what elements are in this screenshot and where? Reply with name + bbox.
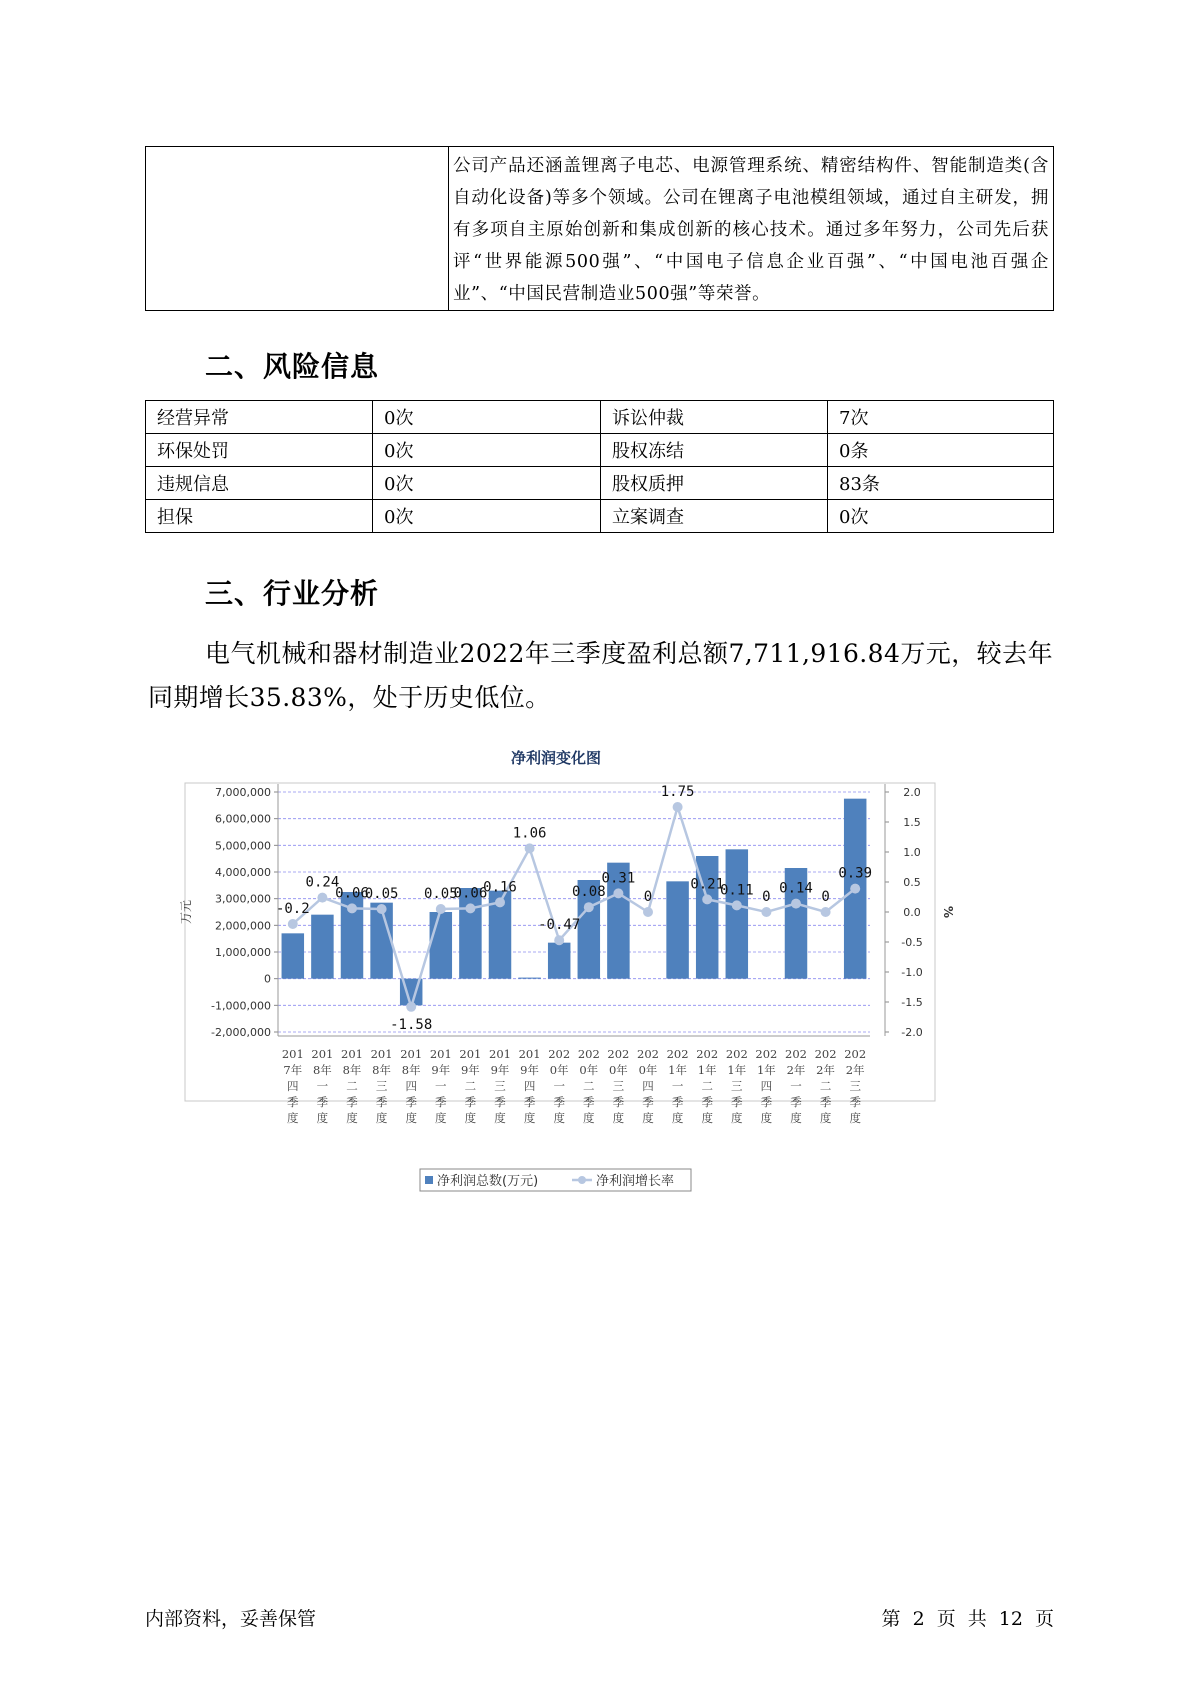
intro-table <box>145 146 1054 311</box>
growth-point <box>613 888 623 898</box>
risk-value: 0次 <box>373 467 601 500</box>
y2-tick-label: -2.0 <box>901 1026 923 1039</box>
risk-value: 0次 <box>373 401 601 434</box>
x-tick-label: 202 2年二季度 <box>814 1047 837 1125</box>
x-tick-label: 201 8年二季度 <box>341 1047 363 1125</box>
risk-label: 股权冻结 <box>601 434 828 467</box>
bar <box>459 888 481 979</box>
x-tick-label: 201 9年二季度 <box>459 1047 482 1125</box>
growth-point <box>465 903 475 913</box>
table-row <box>146 467 1054 500</box>
intro-description: 公司产品还涵盖锂离子电芯、电源管理系统、精密结构件、智能制造类(含自动化设备)等多个领域。公司在锂离子电池模组领域，通过自主研发，拥有多项自主原始创新和集成创新的核心技术。通过多年努力，公司先后获评“世界能源500强”、“中国电子信息企业百强”、“中国电池百强企业”、“中国民营制造业500强”等荣誉。 <box>453 156 1049 304</box>
growth-point <box>525 843 535 853</box>
risk-table-body <box>146 401 1054 533</box>
legend-bar-label: 净利润总数(万元) <box>437 1174 539 1189</box>
x-tick-label: 202 1年四季度 <box>755 1047 778 1125</box>
data-label: 0.11 <box>719 882 754 899</box>
growth-point <box>643 907 653 917</box>
y2-tick-label: 0.5 <box>903 876 921 889</box>
x-tick-label: 201 8年三季度 <box>370 1047 393 1125</box>
risk-table <box>145 400 1054 533</box>
x-tick-label: 201 9年四季度 <box>518 1047 541 1125</box>
x-tick-label: 202 0年一季度 <box>548 1047 571 1125</box>
y-tick-label: 5,000,000 <box>215 839 271 853</box>
growth-point <box>554 935 564 945</box>
growth-point <box>288 919 298 929</box>
table-row <box>146 500 1054 533</box>
risk-label: 立案调查 <box>601 500 828 533</box>
risk-value: 0次 <box>828 500 1054 533</box>
y-tick-label: 6,000,000 <box>215 812 271 826</box>
risk-label: 环保处罚 <box>146 434 373 467</box>
data-label: -0.2 <box>275 901 310 917</box>
x-tick-label: 201 8年一季度 <box>311 1047 334 1125</box>
industry-paragraph: 电气机械和器材制造业2022年三季度盈利总额7,711,916.84万元，较去年同期增长35.83%，处于历史低位。 <box>148 639 1053 712</box>
y2-tick-label: 1.5 <box>903 816 921 829</box>
legend-line-label: 净利润增长率 <box>596 1174 675 1189</box>
bar <box>548 943 570 979</box>
data-label: 0.24 <box>305 874 340 891</box>
y-tick-label: -2,000,000 <box>211 1026 271 1039</box>
x-tick-label: 201 9年三季度 <box>489 1047 511 1125</box>
x-tick-label: 202 1年二季度 <box>696 1047 719 1125</box>
y2-tick-label: -1.5 <box>901 996 923 1009</box>
risk-value: 0条 <box>828 434 1054 467</box>
intro-right-cell <box>449 147 1054 311</box>
y2-tick-label: 0.0 <box>903 906 921 919</box>
y2-tick-label: -1.0 <box>901 966 923 979</box>
y2-axis-title: % <box>941 905 955 919</box>
data-label: 0.06 <box>453 885 488 902</box>
bar <box>370 903 392 979</box>
data-label: 0.06 <box>335 885 369 902</box>
risk-label: 股权质押 <box>601 467 828 500</box>
y-tick-label: 7,000,000 <box>215 786 271 799</box>
growth-point <box>317 893 327 903</box>
x-tick-label: 202 0年三季度 <box>607 1047 630 1125</box>
growth-point <box>673 802 683 812</box>
y-tick-label: 2,000,000 <box>215 919 271 933</box>
growth-point <box>377 904 387 914</box>
data-label: 0.08 <box>571 884 606 901</box>
growth-point <box>702 894 712 904</box>
x-tick-label: 202 2年一季度 <box>785 1047 807 1125</box>
legend-line-marker <box>578 1176 586 1184</box>
legend-bar-swatch <box>425 1176 433 1184</box>
risk-label: 违规信息 <box>146 467 373 500</box>
data-label: 0.21 <box>690 876 725 893</box>
y-axis-title: 万元 <box>179 899 193 925</box>
footer-page-number: 第 2 页 共 12 页 <box>881 1608 1054 1630</box>
data-label: 0.31 <box>601 870 636 887</box>
y-tick-label: 1,000,000 <box>215 946 271 959</box>
table-row <box>146 401 1054 434</box>
y2-tick-label: 1.0 <box>903 846 921 859</box>
risk-label: 担保 <box>146 500 373 533</box>
risk-value: 7次 <box>828 401 1054 434</box>
data-label: 1.75 <box>660 784 695 800</box>
x-tick-label: 201 9年一季度 <box>429 1047 452 1125</box>
bar <box>518 978 540 979</box>
growth-point <box>495 897 505 907</box>
chart-title: 净利润变化图 <box>510 749 602 767</box>
data-label: 0.16 <box>483 879 517 896</box>
net-profit-chart <box>140 745 955 1210</box>
x-tick-label: 201 7年四季度 <box>281 1047 304 1125</box>
x-tick-label: 202 1年三季度 <box>725 1047 748 1125</box>
risk-label: 经营异常 <box>146 401 373 434</box>
table-row <box>146 434 1054 467</box>
data-label: 1.06 <box>512 825 547 842</box>
intro-row <box>146 147 1054 311</box>
risk-value: 0次 <box>373 500 601 533</box>
bar <box>726 849 748 978</box>
growth-point <box>821 907 831 917</box>
section-title-industry: 三、行业分析 <box>205 577 380 610</box>
risk-value: 0次 <box>373 434 601 467</box>
growth-point <box>761 907 771 917</box>
x-tick-label: 202 0年四季度 <box>637 1047 659 1125</box>
y-tick-label: 3,000,000 <box>215 892 271 906</box>
bar <box>430 912 452 979</box>
growth-point <box>584 902 594 912</box>
y-tick-label: 4,000,000 <box>215 866 271 879</box>
y-tick-label: 0 <box>264 972 271 986</box>
x-tick-label: 202 0年二季度 <box>577 1047 600 1125</box>
risk-value: 83条 <box>828 467 1054 500</box>
data-label: 0.05 <box>423 886 458 902</box>
growth-point <box>436 904 446 914</box>
y2-tick-label: -0.5 <box>901 936 923 949</box>
data-label: 0.14 <box>779 880 813 897</box>
growth-point <box>406 1002 416 1012</box>
risk-label: 诉讼仲裁 <box>601 401 828 434</box>
growth-point <box>850 884 860 894</box>
x-tick-label: 202 2年三季度 <box>844 1047 867 1125</box>
growth-point <box>347 903 357 913</box>
data-label: 0.39 <box>838 865 873 882</box>
data-label: -1.58 <box>390 1016 433 1033</box>
x-tick-label: 202 1年一季度 <box>666 1047 689 1125</box>
bar <box>282 933 304 978</box>
y2-tick-label: 2.0 <box>903 786 921 799</box>
data-label: 0 <box>762 889 771 905</box>
bar <box>666 881 688 978</box>
bar <box>311 915 333 979</box>
section-title-risk: 二、风险信息 <box>205 350 380 383</box>
data-label: 0 <box>643 889 653 905</box>
y-tick-label: -1,000,000 <box>211 999 271 1013</box>
growth-point <box>791 899 801 909</box>
footer-confidential-note: 内部资料，妥善保管 <box>145 1608 317 1630</box>
data-label: 0 <box>821 889 830 905</box>
growth-point <box>732 900 742 910</box>
data-label: -0.47 <box>538 917 581 934</box>
data-label: 0.05 <box>364 886 399 902</box>
intro-left-cell <box>146 147 449 311</box>
x-tick-label: 201 8年四季度 <box>400 1047 423 1125</box>
